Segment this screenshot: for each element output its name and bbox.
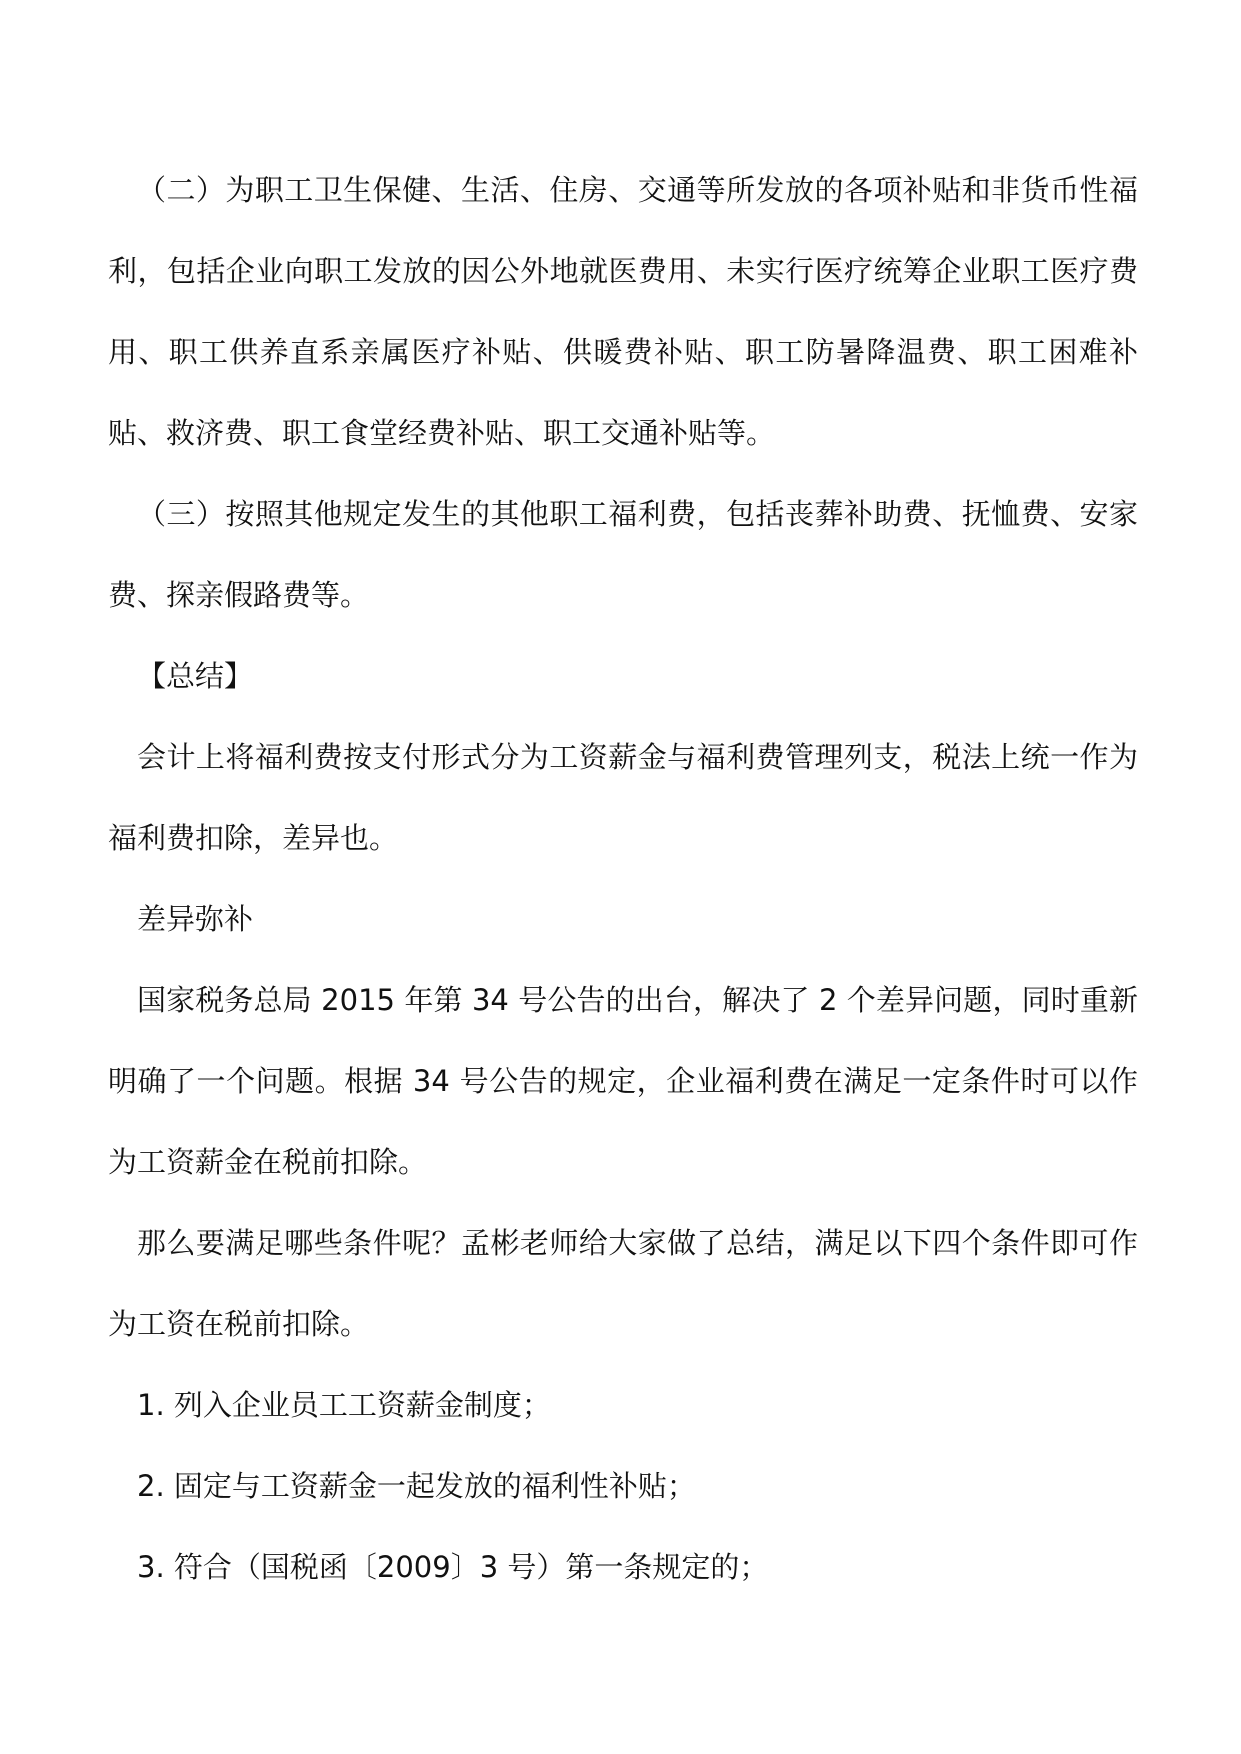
list-item-condition-3: 3. 符合（国税函〔2009〕3 号）第一条规定的； [137,1550,769,1584]
paragraph-other-welfare: （三）按照其他规定发生的其他职工福利费，包括丧葬补助费、抚恤费、安家费、探亲假路费等。 [108,497,1138,612]
list-item-condition-1: 1. 列入企业员工工资薪金制度； [137,1388,551,1422]
paragraph-conditions-intro: 那么要满足哪些条件呢？孟彬老师给大家做了总结，满足以下四个条件即可作为工资在税前扣除。 [108,1226,1138,1341]
document-page [108,150,1138,1608]
list-item-condition-2: 2. 固定与工资薪金一起发放的福利性补贴； [137,1469,696,1503]
section-heading-difference-remedy: 差异弥补 [137,902,254,936]
paragraph-welfare-subsidies: （二）为职工卫生保健、生活、住房、交通等所发放的各项补贴和非货币性福利，包括企业向职工发放的因公外地就医费用、未实行医疗统筹企业职工医疗费用、职工供养直系亲属医疗补贴、供暖费补贴、职工防暑降温费、职工困难补贴、救济费、职工食堂经费补贴、职工交通补贴等。 [108,173,1138,450]
section-heading-summary: 【总结】 [137,659,254,693]
paragraph-announcement-34: 国家税务总局 2015 年第 34 号公告的出台，解决了 2 个差异问题，同时重新明确了一个问题。根据 34 号公告的规定，企业福利费在满足一定条件时可以作为工资薪金在税前扣除。 [108,983,1138,1179]
paragraph-summary: 会计上将福利费按支付形式分为工资薪金与福利费管理列支，税法上统一作为福利费扣除，差异也。 [108,740,1138,855]
